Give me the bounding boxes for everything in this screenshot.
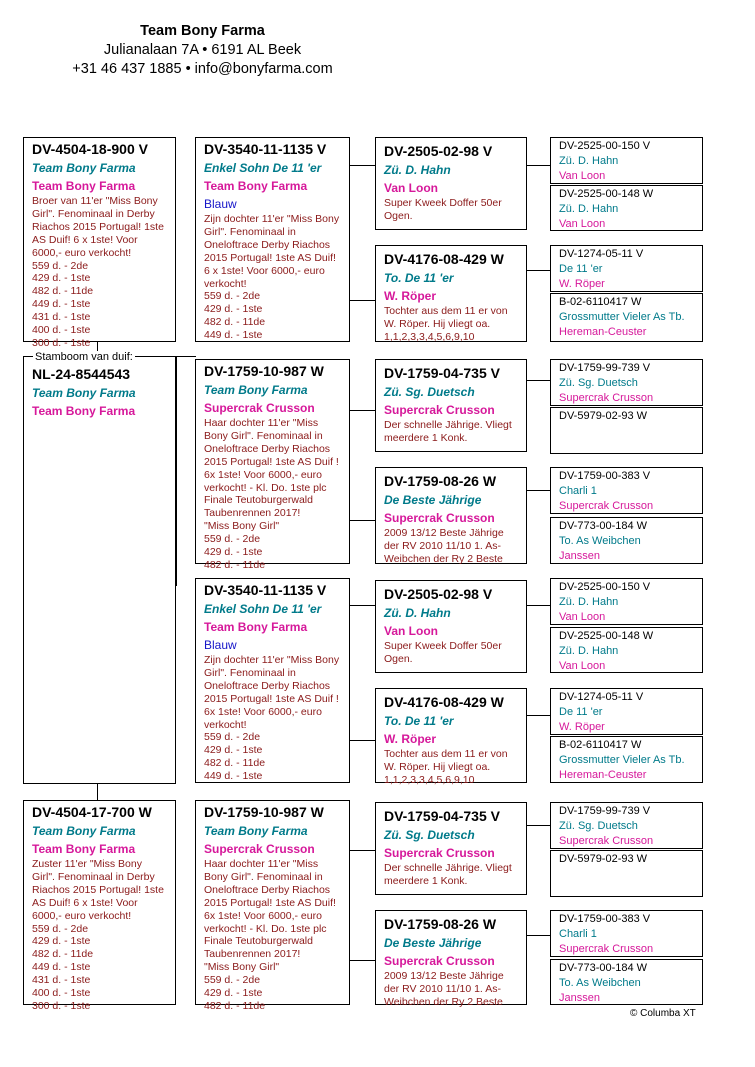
pigeon-note: Zijn dochter 11'er "Miss Bony Girl". Fenominaal in Oneloftrace Derby Riachos 2015 Portugal! 1ste AS Duif ! 6x 1ste! Voor 6000,- euro verkocht! 559 d. - 2de 429 d. - 1ste 482 d. - 11de 449 d. - 1ste [204, 654, 340, 783]
copyright: © Columba XT [630, 1008, 696, 1019]
pigeon-name: Charli 1 [559, 485, 597, 497]
connector-line [526, 270, 550, 271]
great-grandparent-card[interactable] [375, 580, 527, 673]
ancestor-card[interactable] [550, 293, 703, 342]
great-grandparent-card[interactable] [375, 137, 527, 230]
ring-number: DV-773-00-184 W [559, 520, 648, 532]
ring-number: DV-2525-00-148 W [559, 188, 654, 200]
grandparent-card[interactable] [195, 359, 350, 571]
ring-number: DV-1759-04-735 V [384, 808, 500, 824]
owner: Team Bony Farma [32, 179, 136, 193]
pigeon-note: Haar dochter 11'er "Miss Bony Girl". Fenominaal in Oneloftrace Derby Riachos 2015 Portugal! 1ste AS Duif ! 6x 1ste! Voor 6000,- euro verkocht! - Kl. Do. 1ste plc Finale Teutoburgerwald Taubenrennen 2017! "Miss Bony Girl" 559 d. - 2de 429 d. - 1ste 482 d. - 11de [204, 417, 339, 571]
owner: Van Loon [559, 611, 606, 623]
ancestor-card[interactable] [550, 245, 703, 292]
pigeon-name: Zü. Sg. Duetsch [384, 828, 475, 842]
ring-number: DV-1759-00-383 V [559, 470, 651, 482]
connector-line [348, 850, 375, 851]
pigeon-note: Zijn dochter 11'er "Miss Bony Girl". Fenominaal in Oneloftrace Derby Riachos 2015 Portugal! 1ste AS Duif! 6 x 1ste! Voor 6000,- euro verkocht! 559 d. - 2de 429 d. - 1ste 482 d. - 11de 449 d. - 1ste [204, 213, 340, 342]
owner: Van Loon [559, 218, 606, 230]
connector-line [526, 380, 550, 381]
ring-number: DV-4176-08-429 W [384, 694, 504, 710]
connector-line [526, 715, 550, 716]
connector-line [348, 740, 375, 741]
great-grandparent-card[interactable] [375, 467, 527, 564]
pigeon-name: Team Bony Farma [32, 161, 136, 175]
owner: Hereman-Ceuster [559, 326, 647, 338]
connector-line [97, 783, 98, 801]
pigeon-note: Broer van 11'er "Miss Bony Girl". Fenominaal in Derby Riachos 2015 Portugal! 1ste AS Duif! 6 x 1ste! Voor 6000,- euro verkocht! 559 d. - 2de 429 d. - 1ste 482 d. - 11de 449 d. - 1ste 431 d. - 1ste 400 d. - 1ste 300 d. - 1ste [32, 195, 164, 349]
pigeon-note: Haar dochter 11'er "Miss Bony Girl". Fenominaal in Oneloftrace Derby Riachos 2015 Portugal! 1ste AS Duif! 6x 1ste! Voor 6000,- euro verkocht! - Kl. Do. 1ste plc Finale Teutoburgerwald Taubenrennen 2017! "Miss Bony Girl" 559 d. - 2de 429 d. - 1ste 482 d. - 11de [204, 858, 336, 1012]
pigeon-note: 2009 13/12 Beste Jährige der RV 2010 11/10 1. As-Weibchen der Ry 2 Beste [384, 527, 504, 565]
owner: Van Loon [559, 170, 606, 182]
pigeon-name: De Beste Jährige [384, 493, 482, 507]
ring-number: DV-773-00-184 W [559, 962, 648, 974]
pigeon-name: Team Bony Farma [204, 824, 308, 838]
owner: Janssen [559, 550, 600, 562]
ring-number: DV-2525-00-150 V [559, 140, 651, 152]
grandparent-card[interactable] [195, 578, 350, 783]
pigeon-name: De 11 'er [559, 706, 603, 718]
pigeon-name: Zü. D. Hahn [559, 155, 619, 167]
owner: Supercrak Crusson [559, 392, 654, 404]
ring-number: DV-1759-04-735 V [384, 365, 500, 381]
great-grandparent-card[interactable] [375, 245, 527, 342]
owner: Van Loon [559, 660, 606, 672]
ring-number: DV-4504-17-700 W [32, 804, 152, 820]
owner: Supercrak Crusson [559, 500, 654, 512]
ring-number: DV-3540-11-1135 V [204, 141, 327, 157]
great-grandparent-card[interactable] [375, 359, 527, 452]
ring-number: DV-1759-08-26 W [384, 916, 497, 932]
ring-number: NL-24-8544543 [32, 366, 131, 382]
ring-number: DV-1759-00-383 V [559, 913, 651, 925]
owner: Supercrak Crusson [384, 403, 495, 417]
pigeon-color: Blauw [204, 197, 237, 211]
pigeon-note: Der schnelle Jährige. Vliegt meerdere 1 Konk. [384, 419, 512, 444]
owner: Van Loon [384, 181, 438, 195]
pigeon-note: 2009 13/12 Beste Jährige der RV 2010 11/10 1. As-Weibchen der Ry 2 Beste [384, 970, 504, 1008]
breeder-contact: +31 46 437 1885 • info@bonyfarma.com [72, 61, 333, 77]
ring-number: DV-1759-99-739 V [559, 362, 651, 374]
owner: Supercrak Crusson [384, 846, 495, 860]
owner: W. Röper [559, 721, 605, 733]
owner: Van Loon [384, 624, 438, 638]
pedigree-label: Stamboom van duif: [35, 351, 133, 363]
pigeon-note: Tochter aus dem 11 er von W. Röper. Hij vliegt oa. 1,1,2,3,3,4,5,6,9,10 [384, 748, 508, 786]
grandparent-card[interactable] [195, 800, 350, 1012]
ring-number: DV-5979-02-93 W [559, 853, 648, 865]
breeder-address: Julianalaan 7A • 6191 AL Beek [103, 42, 302, 58]
pigeon-name: Zü. Sg. Duetsch [559, 377, 638, 389]
pigeon-note: Tochter aus dem 11 er von W. Röper. Hij vliegt oa. 1,1,2,3,3,4,5,6,9,10 [384, 305, 508, 343]
ring-number: DV-1759-10-987 W [204, 363, 324, 379]
connector-line [348, 605, 375, 606]
ancestor-card[interactable] [550, 802, 703, 849]
dam-card[interactable] [23, 800, 176, 1012]
ancestor-card[interactable] [550, 959, 703, 1005]
pigeon-name: To. As Weibchen [559, 535, 641, 547]
pigeon-name: Team Bony Farma [32, 824, 136, 838]
pigeon-name: Team Bony Farma [204, 383, 308, 397]
owner: Supercrak Crusson [559, 943, 654, 955]
pigeon-name: Zü. D. Hahn [559, 596, 619, 608]
ancestor-card[interactable] [550, 185, 703, 231]
owner: W. Röper [384, 289, 437, 303]
pigeon-name: Zü. D. Hahn [384, 163, 451, 177]
connector-line [348, 520, 375, 521]
pigeon-name: Enkel Sohn De 11 'er [204, 602, 322, 616]
pigeon-name: Team Bony Farma [32, 386, 136, 400]
great-grandparent-card[interactable] [375, 802, 527, 895]
ring-number: DV-4176-08-429 W [384, 251, 504, 267]
connector-line [348, 410, 375, 411]
connector-line [348, 960, 375, 961]
pigeon-name: To. De 11 'er [384, 714, 454, 728]
pigeon-name: Zü. Sg. Duetsch [559, 820, 638, 832]
ring-number: DV-1759-99-739 V [559, 805, 651, 817]
pigeon-color: Blauw [204, 638, 237, 652]
owner: W. Röper [384, 732, 437, 746]
ancestor-card[interactable] [550, 910, 703, 957]
ring-number: DV-2505-02-98 V [384, 143, 493, 159]
ancestor-card[interactable] [550, 627, 703, 673]
owner: Supercrak Crusson [204, 842, 315, 856]
pigeon-name: Enkel Sohn De 11 'er [204, 161, 322, 175]
sire-card[interactable] [23, 137, 176, 349]
pigeon-name: De 11 'er [559, 263, 603, 275]
ring-number: DV-2505-02-98 V [384, 586, 493, 602]
owner: Janssen [559, 992, 600, 1004]
pigeon-name: To. As Weibchen [559, 977, 641, 989]
pigeon-name: Grossmutter Vieler As Tb. [559, 311, 685, 323]
connector-line [526, 490, 550, 491]
owner: Team Bony Farma [204, 620, 308, 634]
great-grandparent-card[interactable] [375, 688, 527, 786]
connector-line [348, 300, 375, 301]
owner: Team Bony Farma [32, 842, 136, 856]
ancestor-card[interactable] [550, 467, 703, 514]
pigeon-note: Zuster 11'er "Miss Bony Girl". Fenominaal in Derby Riachos 2015 Portugal! 1ste AS Duif! 6 x 1ste! Voor 6000,- euro verkocht! 559 d. - 2de 429 d. - 1ste 482 d. - 11de 449 d. - 1ste 431 d. - 1ste 400 d. - 1ste 300 d. - 1ste [32, 858, 164, 1012]
ring-number: B-02-6110417 W [559, 296, 642, 308]
pigeon-name: Zü. D. Hahn [384, 606, 451, 620]
ancestor-card[interactable] [550, 517, 703, 564]
ring-number: B-02-6110417 W [559, 739, 642, 751]
ring-number: DV-5979-02-93 W [559, 410, 648, 422]
ring-number: DV-1274-05-11 V [559, 691, 644, 703]
pigeon-note: Super Kweek Doffer 50er Ogen. [384, 640, 502, 665]
ring-number: DV-1759-10-987 W [204, 804, 324, 820]
grandparent-card[interactable] [195, 137, 350, 342]
owner: Supercrak Crusson [384, 511, 495, 525]
pigeon-name: Zü. Sg. Duetsch [384, 385, 475, 399]
connector-line [348, 165, 375, 166]
connector-line [526, 825, 550, 826]
owner: Supercrak Crusson [204, 401, 315, 415]
connector-line [526, 165, 550, 166]
pigeon-name: Grossmutter Vieler As Tb. [559, 754, 685, 766]
connector-line [176, 356, 196, 357]
owner: Team Bony Farma [32, 404, 136, 418]
ancestor-card[interactable] [550, 359, 703, 406]
subject-pigeon-card[interactable] [23, 356, 176, 784]
owner: W. Röper [559, 278, 605, 290]
pigeon-note: Der schnelle Jährige. Vliegt meerdere 1 Konk. [384, 862, 512, 887]
connector-line [176, 356, 177, 586]
ancestor-card[interactable] [550, 850, 703, 897]
connector-line [526, 935, 550, 936]
connector-line [526, 605, 550, 606]
ancestor-card[interactable] [550, 137, 703, 184]
owner: Hereman-Ceuster [559, 769, 647, 781]
breeder-name: Team Bony Farma [140, 23, 265, 39]
ring-number: DV-2525-00-148 W [559, 630, 654, 642]
ring-number: DV-4504-18-900 V [32, 141, 148, 157]
ring-number: DV-1274-05-11 V [559, 248, 644, 260]
ring-number: DV-3540-11-1135 V [204, 582, 327, 598]
pigeon-name: Charli 1 [559, 928, 597, 940]
owner: Supercrak Crusson [384, 954, 495, 968]
ancestor-card[interactable] [550, 407, 703, 454]
pigeon-note: Super Kweek Doffer 50er Ogen. [384, 197, 502, 222]
pigeon-name: Zü. D. Hahn [559, 203, 619, 215]
pigeon-name: De Beste Jährige [384, 936, 482, 950]
ring-number: DV-2525-00-150 V [559, 581, 651, 593]
owner: Supercrak Crusson [559, 835, 654, 847]
ancestor-card[interactable] [550, 688, 703, 735]
ancestor-card[interactable] [550, 578, 703, 625]
pigeon-name: To. De 11 'er [384, 271, 454, 285]
ring-number: DV-1759-08-26 W [384, 473, 497, 489]
great-grandparent-card[interactable] [375, 910, 527, 1008]
owner: Team Bony Farma [204, 179, 308, 193]
ancestor-card[interactable] [550, 736, 703, 783]
pigeon-name: Zü. D. Hahn [559, 645, 619, 657]
